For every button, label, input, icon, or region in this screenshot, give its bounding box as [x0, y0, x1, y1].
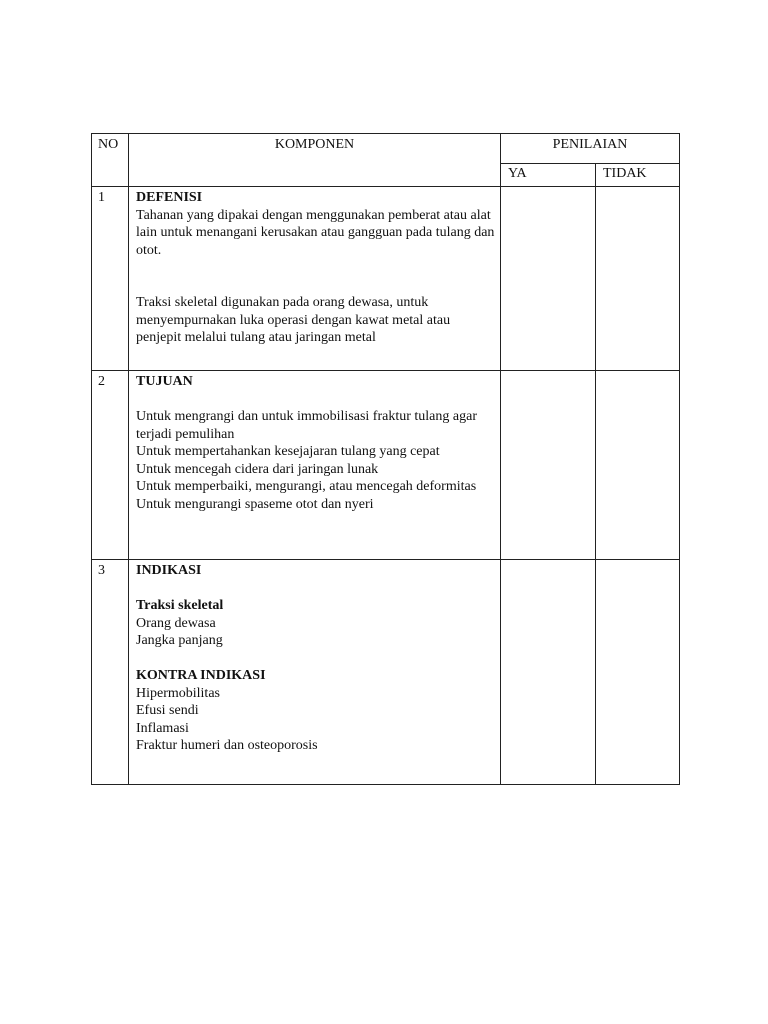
header-ya: YA — [501, 164, 596, 187]
row-content — [129, 371, 501, 560]
list-item: Efusi sendi — [136, 703, 199, 718]
row-number: 2 — [92, 371, 129, 560]
list-item: Orang dewasa — [136, 615, 216, 631]
kontra-indikasi-heading: KONTRA INDIKASI — [136, 668, 266, 683]
row-number: 3 — [92, 560, 129, 785]
tidak-cell[interactable] — [596, 187, 680, 371]
indikasi-heading: Traksi skeletal — [136, 598, 224, 613]
row-title: TUJUAN — [136, 374, 193, 389]
list-item: Hipermobilitas — [136, 685, 220, 701]
definition-text: Tahanan yang dipakai dengan menggunakan pemberat atau alat lain untuk menangani kerusakan atau gangguan pada tulang dan otot. — [136, 207, 495, 258]
header-tidak: TIDAK — [596, 164, 680, 187]
row-title: DEFENISI — [136, 190, 203, 205]
header-no: NO — [92, 134, 129, 187]
table-row — [92, 371, 680, 560]
header-penilaian: PENILAIAN — [501, 134, 680, 164]
list-item: Untuk memperbaiki, mengurangi, atau mencegah deformitas — [136, 479, 477, 494]
row-content — [129, 187, 501, 371]
list-item: Fraktur humeri dan osteoporosis — [136, 738, 318, 753]
table-row — [92, 560, 680, 785]
row-title: INDIKASI — [136, 563, 202, 578]
list-item: Untuk mengrangi dan untuk immobilisasi fraktur tulang agar terjadi pemulihan — [136, 409, 477, 442]
table-row — [92, 187, 680, 371]
list-item: Inflamasi — [136, 720, 189, 736]
row-content — [129, 560, 501, 785]
definition-text: Traksi skeletal digunakan pada orang dewasa, untuk menyempurnakan luka operasi dengan kawat metal atau penjepit melalui tulang atau jaringan metal — [136, 295, 451, 345]
assessment-table — [91, 133, 680, 785]
row-number: 1 — [92, 187, 129, 371]
ya-cell[interactable] — [501, 371, 596, 560]
list-item: Untuk mempertahankan kesejajaran tulang yang cepat — [136, 444, 440, 459]
tidak-cell[interactable] — [596, 560, 680, 785]
list-item: Jangka panjang — [136, 633, 223, 648]
header-komponen: KOMPONEN — [129, 134, 501, 187]
list-item: Untuk mencegah cidera dari jaringan lunak — [136, 461, 379, 477]
ya-cell[interactable] — [501, 560, 596, 785]
list-item: Untuk mengurangi spaseme otot dan nyeri — [136, 496, 374, 512]
tidak-cell[interactable] — [596, 371, 680, 560]
ya-cell[interactable] — [501, 187, 596, 371]
